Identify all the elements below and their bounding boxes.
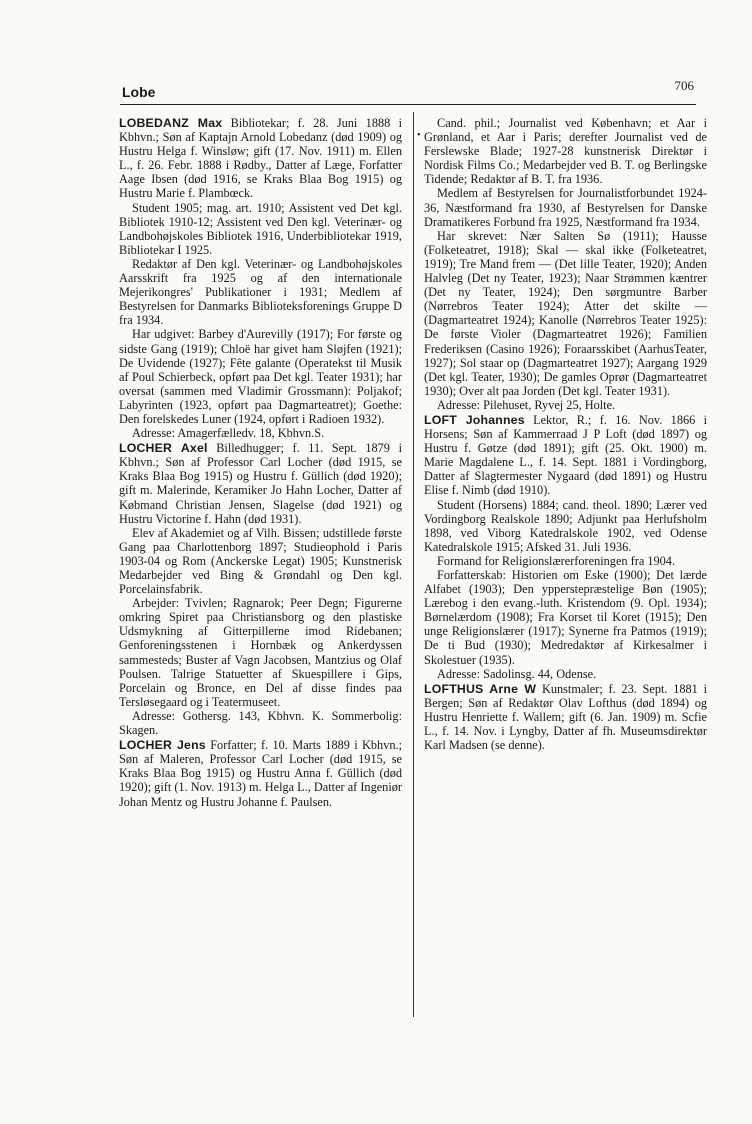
entry-address: Adresse: Gothersg. 143, Kbhvn. K. Sommerbolig: Skagen. <box>119 708 402 738</box>
entry-text: Lektor, R.; f. 16. Nov. 1866 i Horsens; Søn af Kammerraad J P Loft (død 1897) og Hustru f. Gøtze (død 1891); gift (25. Okt. 1900) m. Marie Magdalene L., f. 14. Sept. 1881 i Vordingborg, Datter af Slagtermester Nygaard (død 1891) og Hustru Elise f. Nimb (død 1910). <box>424 412 707 498</box>
entry-text: Billedhugger; f. 11. Sept. 1879 i Kbhvn.; Søn af Professor Carl Locher (død 1915, se Kraks Blaa Bog 1915) og Hustru f. Güllich (død 1920); gift m. Malerinde, Keramiker Jo Hahn Locher, Datter af Købmand Christian Jensen, Slagelse (død 1921) og Hustru Victorine f. Hahn (død 1931). <box>119 441 402 526</box>
entry-lead <box>119 116 402 201</box>
entry-address: Adresse: Pilehuset, Ryvej 25, Holte. <box>437 397 616 412</box>
entry-paragraph: Elev af Akademiet og af Vilh. Bissen; udstillede første Gang paa Charlottenborg 1897; Studieophold i Paris 1903-04 og Rom (Anckerske Legat) 1905; Kunstnerisk Medarbejder ved Bing & Grøndahl og Den kgl. Porcelainsfabrik. <box>119 525 402 597</box>
page-number: 706 <box>674 78 694 93</box>
running-head: Lobe <box>122 84 156 100</box>
entry-headword: LOFTHUS Arne W <box>424 681 537 696</box>
entry-lead <box>424 682 707 752</box>
entry-locher-axel <box>119 441 402 737</box>
entry-headword: LOCHER Axel <box>119 441 208 456</box>
entry-headword: LOFT Johannes <box>424 412 525 427</box>
entry-headword: LOBEDANZ Max <box>119 116 223 130</box>
entry-locher-jens-cont <box>424 116 707 412</box>
entry-paragraph: Cand. phil.; Journalist ved København; et Aar i Grønland, et Aar i Paris; derefter Journalist ved de Ferslewske Blade; 1927-28 kunstnerisk Direktør i Nordisk Films Co.; Medarbejder ved B. T. og Berlingske Tidende; Redaktør af B. T. fra 1936. <box>424 116 707 187</box>
entry-address: Adresse: Sadolinsg. 44, Odense. <box>437 666 597 681</box>
entry-lead <box>119 738 402 808</box>
entry-lobedanz <box>119 116 402 440</box>
entry-paragraph: Student (Horsens) 1884; cand. theol. 1890; Lærer ved Vordingborg Realskole 1890; Adjunkt paa Herlufsholm 1898, ved Viborg Katedralskole 1902, ved Odense Katedralskole 1915; Afsked 31. Juli 1936. <box>424 497 707 554</box>
entry-paragraph: Arbejder: Tvivlen; Ragnarok; Peer Degn; Figurerne omkring Spiret paa Christiansborg og den plastiske Udsmykning af Gitterpillerne imod Ridebanen; Genforeningsstenen i Hornbæk og Ankerdyssen sammesteds; Buster af Vagn Jacobsen, Mantzius og Olaf Poulsen. Talrige Statuetter af Skuespillere i Gips, Porcelain og Bronce, en Del af disse findes paa Tersløsegaard og i Teatermuseet. <box>119 596 402 709</box>
page-header <box>122 80 694 100</box>
entry-paragraph: Formand for Religionslærerforeningen fra 1904. <box>437 553 676 568</box>
entry-paragraph: Medlem af Bestyrelsen for Journalistforbundet 1924-36, Næstformand fra 1930, af Bestyrelsen for Danske Dramatikeres Forbund fra 1925, Næstformand fra 1934. <box>424 186 707 229</box>
header-rule <box>120 104 696 105</box>
entry-text: Kunstmaler; f. 23. Sept. 1881 i Bergen; Søn af Redaktør Olav Lofthus (død 1894) og Hustru Henriette f. Wallem; gift (6. Jan. 1909) m. Scfie L., f. 14. Nov. i Lyngby, Datter af fh. Museumsdirektør Karl Madsen (se denne). <box>424 681 707 753</box>
left-column <box>119 116 402 810</box>
entry-lead <box>119 441 402 526</box>
entry-locher-jens <box>119 738 402 808</box>
column-divider <box>413 112 414 1017</box>
entry-lofthus <box>424 682 707 752</box>
entry-text: Bibliotekar; f. 28. Juni 1888 i Kbhvn.; Søn af Kaptajn Arnold Lobedanz (død 1909) og Hustru Helga f. Winsløw; gift (17. Nov. 1911) m. Ellen L., f. 26. Febr. 1888 i Rødby., Datter af Læge, Forfatter Aage Ibsen (død 1916, se Kraks Blaa Bog 1915) og Hustru Marie f. Plambœck. <box>119 116 402 201</box>
right-column <box>424 116 707 753</box>
entry-loft <box>424 413 707 681</box>
entry-paragraph: Har udgivet: Barbey d'Aurevilly (1917); For første og sidste Gang (1919); Chloë har givet ham Sløjfen (1921); De Uvidende (1927); Fête galante (Operatekst til Musik af Poul Schierbeck, opført paa Det kgl. Teater 1931); har oversat (sammen med Vladimir Grossmann): Poljakof; Labyrinten (1923, opført paa Dagmarteatret); Goethe: Den forelskedes Luner (1924, opført i Radioen 1932). <box>119 327 402 426</box>
entry-lead <box>424 413 707 498</box>
entry-text: Forfatter; f. 10. Marts 1889 i Kbhvn.; Søn af Maleren, Professor Carl Locher (død 1915, se Kraks Blaa Bog 1915) og Hustru Anna f. Güllich (død 1920); gift (1. Nov. 1913) m. Helga L., Datter af Ingeniør Johan Mentz og Hustru Johanne f. Paulsen. <box>119 738 402 809</box>
entry-paragraph: Forfatterskab: Historien om Eske (1900); Det lærde Alfabet (1903); Den ypperstepræstelige Bøn (1905); Lærebog i den evang.-luth. Kristendom (9. Opl. 1934); Børnelærdom (1908); Fra Korset til Koret (1915); Den unge Religionslærer (1917); Synerne fra Patmos (1919); De ti Bud (1930); Medredaktør af Kirkesalmer i Skolestuer (1935). <box>424 568 707 667</box>
column-mark: • <box>417 130 421 141</box>
entry-headword: LOCHER Jens <box>119 738 206 753</box>
entry-paragraph: Student 1905; mag. art. 1910; Assistent ved Det kgl. Bibliotek 1910-12; Assistent ved Den kgl. Veterinær- og Landbohøjskoles Bibliotek 1916, Underbibliotekar 1919, Bibliotekar I 1925. <box>119 200 402 257</box>
entry-paragraph: Redaktør af Den kgl. Veterinær- og Landbohøjskoles Aarsskrift fra 1925 og af den internationale Mejerikongres' Publikationer i 1931; Medlem af Bestyrelsen for Danmarks Biblioteksforenings Gruppe D fra 1934. <box>119 256 402 328</box>
entry-address: Adresse: Amagerfælledv. 18, Kbhvn.S. <box>132 426 325 441</box>
entry-paragraph: Har skrevet: Nær Salten Sø (1911); Hausse (Folketeatret, 1918); Skal — skal ikke (Folketeatret, 1919); Tre Mand frem — (Det lille Teater, 1920); Anden Halvleg (Det ny Teater, 1923); Naar Strømmen kæntrer (Det ny Teater, 1924); Den sørgmuntre Barber (Nørrebros Teater 1924); Atter det skilte — (Dagmarteatret 1924); Kanolle (Nørrebros Teater 1925): De første Violer (Dagmarteatret 1926); Familien Frederiksen (Casino 1926); Foraarsskibet (AarhusTeater, 1927); Sol staar op (Dagmarteatret 1927); Aargang 1929 (Det kgl. Teater, 1930); De gamles Oprør (Dagmarteatret 1930); Over alt paa Jorden (Det kgl. Teater 1931). <box>424 228 707 398</box>
